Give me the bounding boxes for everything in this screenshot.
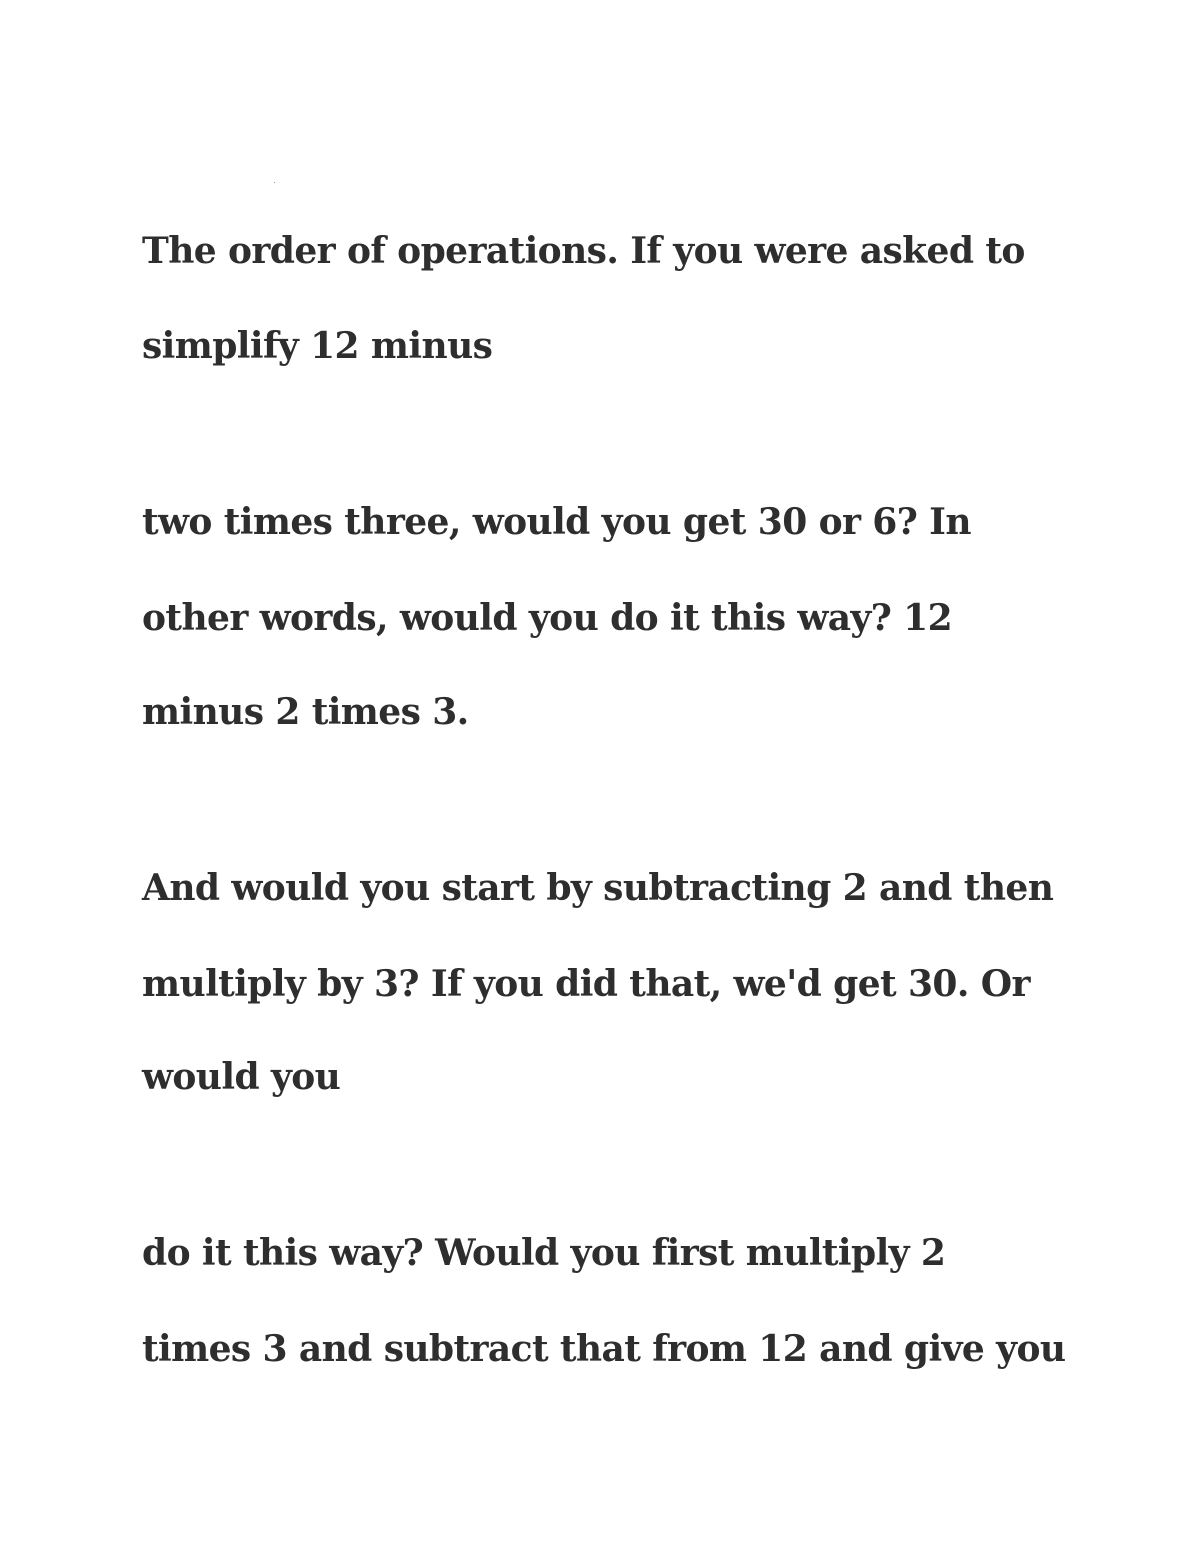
- text-line: two times three, would you get 30 or 6? In: [142, 501, 971, 543]
- text-line: times 3 and subtract that from 12 and give you: [142, 1328, 1066, 1370]
- text-line: minus 2 times 3.: [142, 691, 469, 733]
- text-line: would you: [142, 1056, 341, 1098]
- text-line: multiply by 3? If you did that, we'd get 30. Or: [142, 963, 1030, 1005]
- text-line: And would you start by subtracting 2 and then: [142, 867, 1054, 909]
- text-line: simplify 12 minus: [142, 325, 493, 367]
- text-line: The order of operations. If you were asked to: [142, 230, 1025, 272]
- text-line: other words, would you do it this way? 12: [142, 597, 953, 639]
- text-line: do it this way? Would you first multiply 2: [142, 1232, 946, 1274]
- scan-speck: [274, 182, 275, 183]
